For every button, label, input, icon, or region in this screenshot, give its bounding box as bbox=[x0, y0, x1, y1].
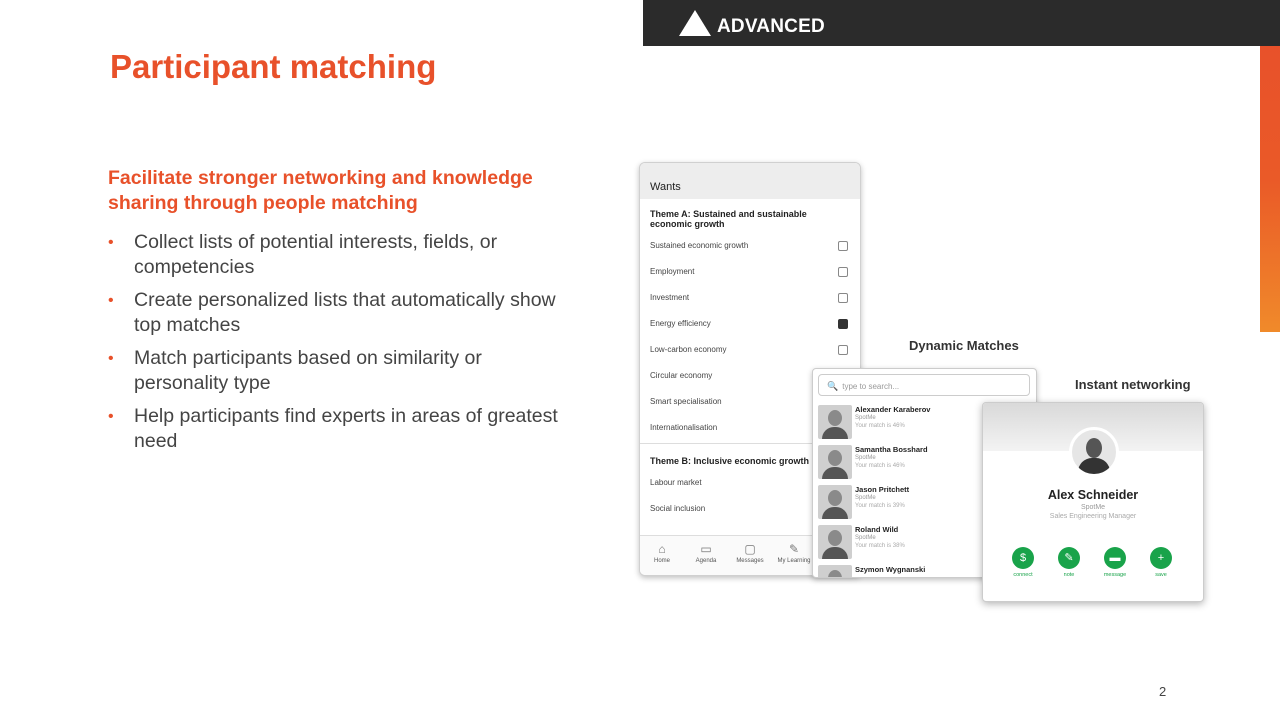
want-option[interactable]: Circular economy bbox=[650, 371, 713, 380]
avatar bbox=[818, 485, 852, 519]
slide-title: Participant matching bbox=[110, 48, 437, 85]
bullet-marker: • bbox=[108, 292, 114, 309]
connect-icon: $ bbox=[1012, 547, 1034, 569]
bullet-marker: • bbox=[108, 350, 114, 367]
instant-networking-label: Instant networking bbox=[1075, 377, 1191, 392]
avatar bbox=[818, 565, 852, 578]
want-option[interactable]: Low-carbon economy bbox=[640, 337, 860, 363]
checkbox[interactable] bbox=[838, 293, 848, 303]
tab-home[interactable]: ⌂ Home bbox=[640, 542, 684, 564]
bullet-marker: • bbox=[108, 408, 114, 425]
match-row[interactable]: Szymon Wygnanski bbox=[813, 563, 1036, 578]
want-option[interactable]: Smart specialisation bbox=[650, 397, 722, 406]
search-icon: 🔍 bbox=[827, 381, 839, 391]
want-option[interactable]: Internationalisation bbox=[650, 423, 718, 432]
theme-a-heading: Theme A: Sustained and sustainable economic growth bbox=[650, 209, 807, 229]
want-option[interactable]: Investment bbox=[640, 285, 860, 311]
profile-avatar bbox=[1069, 427, 1119, 477]
profile-name: Alex Schneider bbox=[1047, 488, 1139, 502]
note-icon: ✎ bbox=[1058, 547, 1080, 569]
tab-agenda[interactable]: ▭ Agenda bbox=[684, 542, 728, 564]
chat-icon: ▢ bbox=[744, 542, 756, 556]
side-accent-stripe bbox=[1260, 0, 1280, 332]
dynamic-matches-label: Dynamic Matches bbox=[909, 338, 1019, 353]
home-icon: ⌂ bbox=[658, 542, 666, 556]
want-option[interactable]: Energy efficiency bbox=[640, 311, 860, 337]
profile-card bbox=[982, 402, 1204, 602]
plus-icon: + bbox=[1150, 547, 1172, 569]
brand-label: ADVANCED bbox=[717, 16, 825, 37]
profile-role: Sales Engineering Manager bbox=[1049, 513, 1137, 520]
note-button[interactable]: ✎ note bbox=[1049, 547, 1089, 578]
checkbox-checked[interactable] bbox=[838, 319, 848, 329]
bullet-item: • Help participants find experts in areas of greatest need bbox=[108, 405, 558, 452]
message-icon: ▬ bbox=[1104, 547, 1126, 569]
slide-subtitle: Facilitate stronger networking and knowledge sharing through people matching bbox=[108, 167, 533, 214]
want-option[interactable]: Social inclusion bbox=[650, 504, 706, 513]
message-button[interactable]: ▬ message bbox=[1095, 547, 1135, 578]
match-row[interactable]: Roland Wild SpotMe Your match is 38% bbox=[813, 523, 1036, 563]
connect-button[interactable]: $ connect bbox=[1003, 547, 1043, 578]
edit-icon: ✎ bbox=[788, 542, 800, 556]
save-button[interactable]: + save bbox=[1141, 547, 1181, 578]
match-row[interactable]: Samantha Bosshard SpotMe Your match is 46% bbox=[813, 443, 1036, 483]
bullet-item: • Collect lists of potential interests, fields, or competencies bbox=[108, 231, 498, 278]
triangle-logo-icon bbox=[679, 10, 711, 36]
avatar bbox=[818, 525, 852, 559]
wants-header: Wants bbox=[640, 163, 860, 199]
bullet-item: • Match participants based on similarity or personality type bbox=[108, 347, 482, 394]
checkbox[interactable] bbox=[838, 345, 848, 355]
calendar-icon: ▭ bbox=[700, 542, 712, 556]
tab-messages[interactable]: ▢ Messages bbox=[728, 542, 772, 564]
checkbox[interactable] bbox=[838, 267, 848, 277]
bullet-item: • Create personalized lists that automatically show top matches bbox=[108, 289, 556, 336]
brand-banner bbox=[643, 0, 1260, 46]
avatar bbox=[818, 445, 852, 479]
page-number: 2 bbox=[1159, 684, 1167, 699]
profile-company: SpotMe bbox=[1080, 504, 1106, 511]
bullet-list bbox=[108, 230, 578, 462]
tab-my-learning[interactable]: ✎ My Learning bbox=[772, 542, 816, 564]
theme-b-heading: Theme B: Inclusive economic growth bbox=[650, 456, 810, 466]
bullet-marker: • bbox=[108, 234, 114, 251]
checkbox[interactable] bbox=[838, 241, 848, 251]
search-input[interactable]: 🔍 type to search... bbox=[818, 374, 1030, 396]
match-row[interactable]: Jason Pritchett SpotMe Your match is 39% bbox=[813, 483, 1036, 523]
match-row[interactable]: Alexander Karaberov SpotMe Your match is 46% bbox=[813, 403, 1036, 443]
want-option[interactable]: Sustained economic growth bbox=[640, 233, 860, 259]
want-option[interactable]: Labour market bbox=[650, 478, 702, 487]
want-option[interactable]: Employment bbox=[640, 259, 860, 285]
avatar bbox=[818, 405, 852, 439]
